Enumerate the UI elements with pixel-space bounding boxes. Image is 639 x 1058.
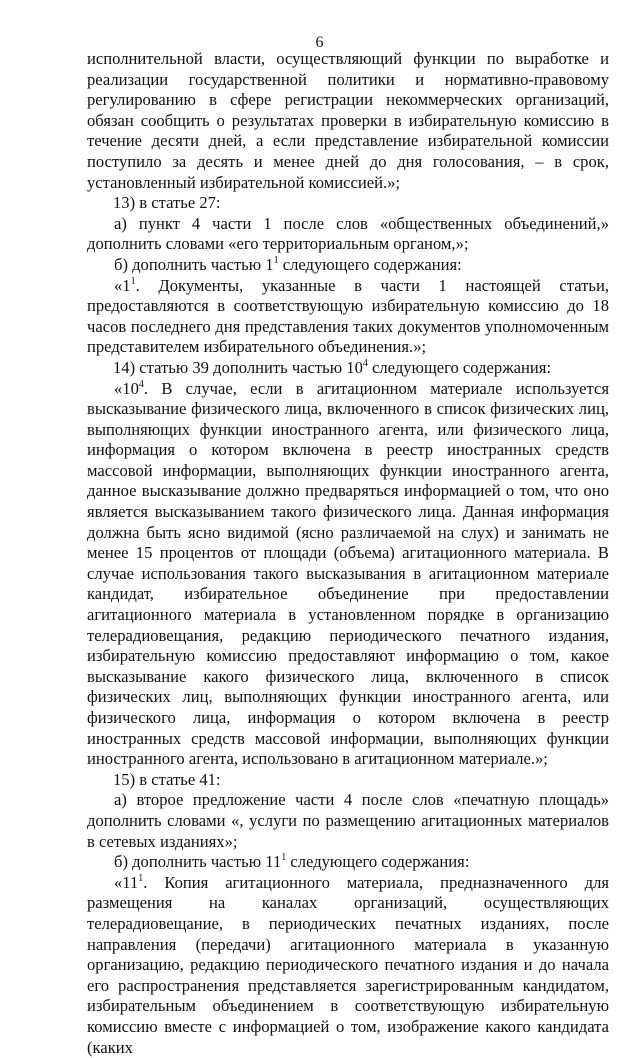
paragraph-part-11-1: «$11^1$. Копия агитационного материала, предназначенного для размещения на каналах организаций, осуществляющих телерадиовещание, в периодических печатных изданиях, после направления (передачи) агитационного материала в указанную организацию, редакцию периодического печатного издания и до начала его распространения представляется зарегистрированным кандидатом, избирательным объединением в соответствующую избирательную комиссию вместе с информацией о том, изображение какого кандидата (каких [87, 872, 609, 1057]
paragraph-item-15b: б) дополнить частью $11^1$ следующего содержания: [114, 852, 470, 872]
paragraph-item-13: 13) в статье 27: [113, 193, 221, 213]
paragraph-part-10-4: «$10^4$. В случае, если в агитационном материале используется высказывание физического лица, включенного в список физических лиц, выполняющих функции иностранного агента, или физического лица, информация о котором включена в реестр иностранных средств массовой информации, выполняющих функции иностранного агента, данное высказывание должно предваряться информацией о том, что оно является высказыванием такого физического лица. Данная информация должна быть ясно видимой (ясно различаемой на слух) и занимать не менее 15 процентов от площади (объема) агитационного материала. В случае использования такого высказывания в агитационном материале кандидат, избирательное объединение при предоставлении агитационного материала в установленном порядке в организацию телерадиовещания, редакцию периодического печатного издания, избирательную комиссию предоставляют информацию о том, какое высказывание какого физического лица, включенного в список физических лиц, выполняющих функции иностранного агента, или физического лица, информация о котором включена в реестр иностранных средств массовой информации, выполняющих функции иностранного агента, использовано в агитационном материале.»; [87, 378, 609, 769]
paragraph-item-14: 14) статью 39 дополнить частью $10^4$ следующего содержания: [113, 357, 552, 377]
paragraph-continuation: исполнительной власти, осуществляющий функции по выработке и реализации государственной политики и нормативно-правовому регулированию в сфере регистрации некоммерческих организаций, обязан сообщить о результатах проверки в избирательную комиссию в течение десяти дней, а если представление избирательной комиссии поступило за десять и менее дней до дня голосования, – в срок, установленный избирательной комиссией.»; [87, 49, 609, 192]
paragraph-item-13b: б) дополнить частью $1^1$ следующего содержания: [114, 254, 462, 274]
paragraph-item-15a: а) второе предложение части 4 после слов «печатную площадь» дополнить словами «, услуги по размещению агитационных материалов в сетевых изданиях»; [87, 790, 609, 851]
paragraph-item-15: 15) в статье 41: [113, 769, 221, 789]
paragraph-item-13a: а) пункт 4 части 1 после слов «общественных объединений,» дополнить словами «его территориальным органом,»; [87, 213, 609, 254]
document-body [87, 49, 609, 1058]
page-number: 6 [315, 34, 324, 51]
paragraph-part-1-1: «$1^1$. Документы, указанные в части 1 настоящей статьи, предоставляются в соответствующую избирательную комиссию до 18 часов последнего дня представления таких документов уполномоченным представителем избирательного объединения.»; [87, 275, 609, 357]
